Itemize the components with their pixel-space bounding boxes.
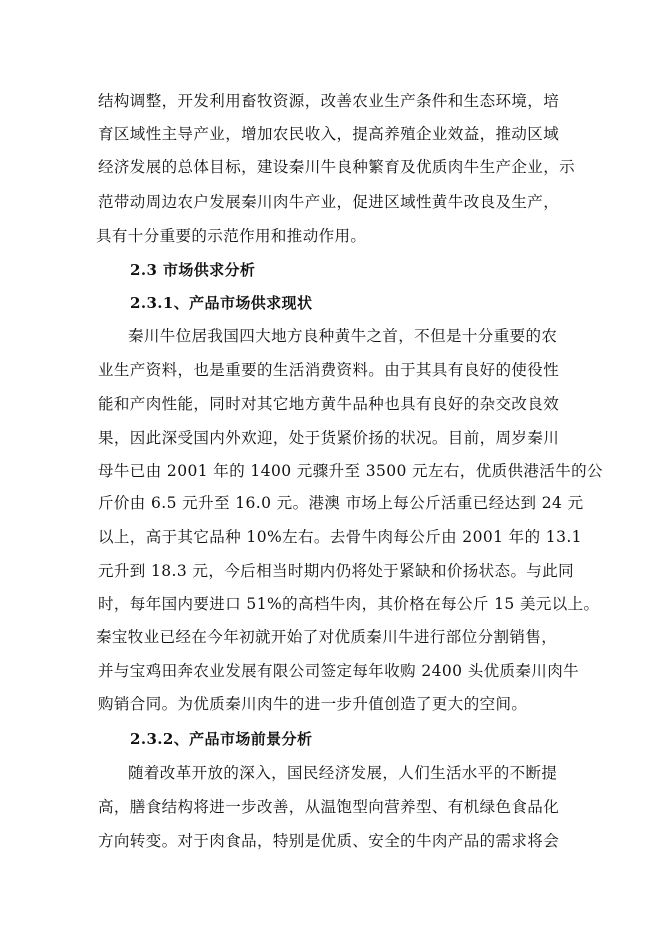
paragraph-line: 购销合同。为优质秦川肉牛的进一步升值创造了更大的空间。 (98, 695, 528, 713)
paragraph-line: 秦宝牧业已经在今年初就开始了对优质秦川牛进行部位分割销售， (96, 628, 558, 646)
intro-line: 育区域性主导产业，增加农民收入，提高养殖企业效益，推动区域 (98, 125, 560, 143)
subsection-heading: 2.3.2、产品市场前景分析 (130, 730, 313, 748)
paragraph-line: 能和产肉性能，同时对其它地方黄牛品种也具有良好的杂交改良效 (98, 395, 560, 413)
paragraph-line: 秦川牛位居我国四大地方良种黄牛之首，不但是十分重要的农 (128, 327, 558, 345)
intro-line: 范带动周边农户发展秦川肉牛产业，促进区域性黄牛改良及生产， (98, 193, 560, 211)
paragraph-line: 时，每年国内要进口 51%的高档牛肉，其价格在每公斤 15 美元以上。 (98, 595, 600, 613)
paragraph-line: 元升到 18.3 元，今后相当时期内仍将处于紧缺和价扬状态。与此同 (98, 562, 575, 580)
paragraph-line: 斤价由 6.5 元升至 16.0 元。港澳 市场上每公斤活重已经达到 24 元 (98, 494, 584, 512)
section-heading: 2.3 市场供求分析 (130, 261, 256, 279)
intro-line: 具有十分重要的示范作用和推动作用。 (96, 227, 367, 245)
subsection-heading: 2.3.1、产品市场供求现状 (130, 294, 313, 312)
paragraph-line: 果，因此深受国内外欢迎，处于货紧价扬的状况。目前，周岁秦川 (98, 429, 560, 447)
paragraph-line: 母牛已由 2001 年的 1400 元骤升至 3500 元左右，优质供港活牛的公 (98, 462, 603, 480)
paragraph-line: 以上，高于其它品种 10%左右。去骨牛肉每公斤由 2001 年的 13.1 (98, 528, 582, 546)
paragraph-line: 随着改革开放的深入，国民经济发展，人们生活水平的不断提 (128, 764, 558, 782)
intro-line: 结构调整，开发利用畜牧资源，改善农业生产条件和生态环境，培 (98, 92, 560, 110)
paragraph-line: 方向转变。对于肉食品，特别是优质、安全的牛肉产品的需求将会 (98, 832, 560, 850)
paragraph-line: 高，膳食结构将进一步改善，从温饱型向营养型、有机绿色食品化 (98, 798, 560, 816)
paragraph-line: 并与宝鸡田奔农业发展有限公司签定每年收购 2400 头优质秦川肉牛 (98, 662, 580, 680)
paragraph-line: 业生产资料，也是重要的生活消费资料。由于其具有良好的使役性 (98, 361, 560, 379)
intro-line: 经济发展的总体目标，建设秦川牛良种繁育及优质肉牛生产企业，示 (98, 158, 576, 176)
